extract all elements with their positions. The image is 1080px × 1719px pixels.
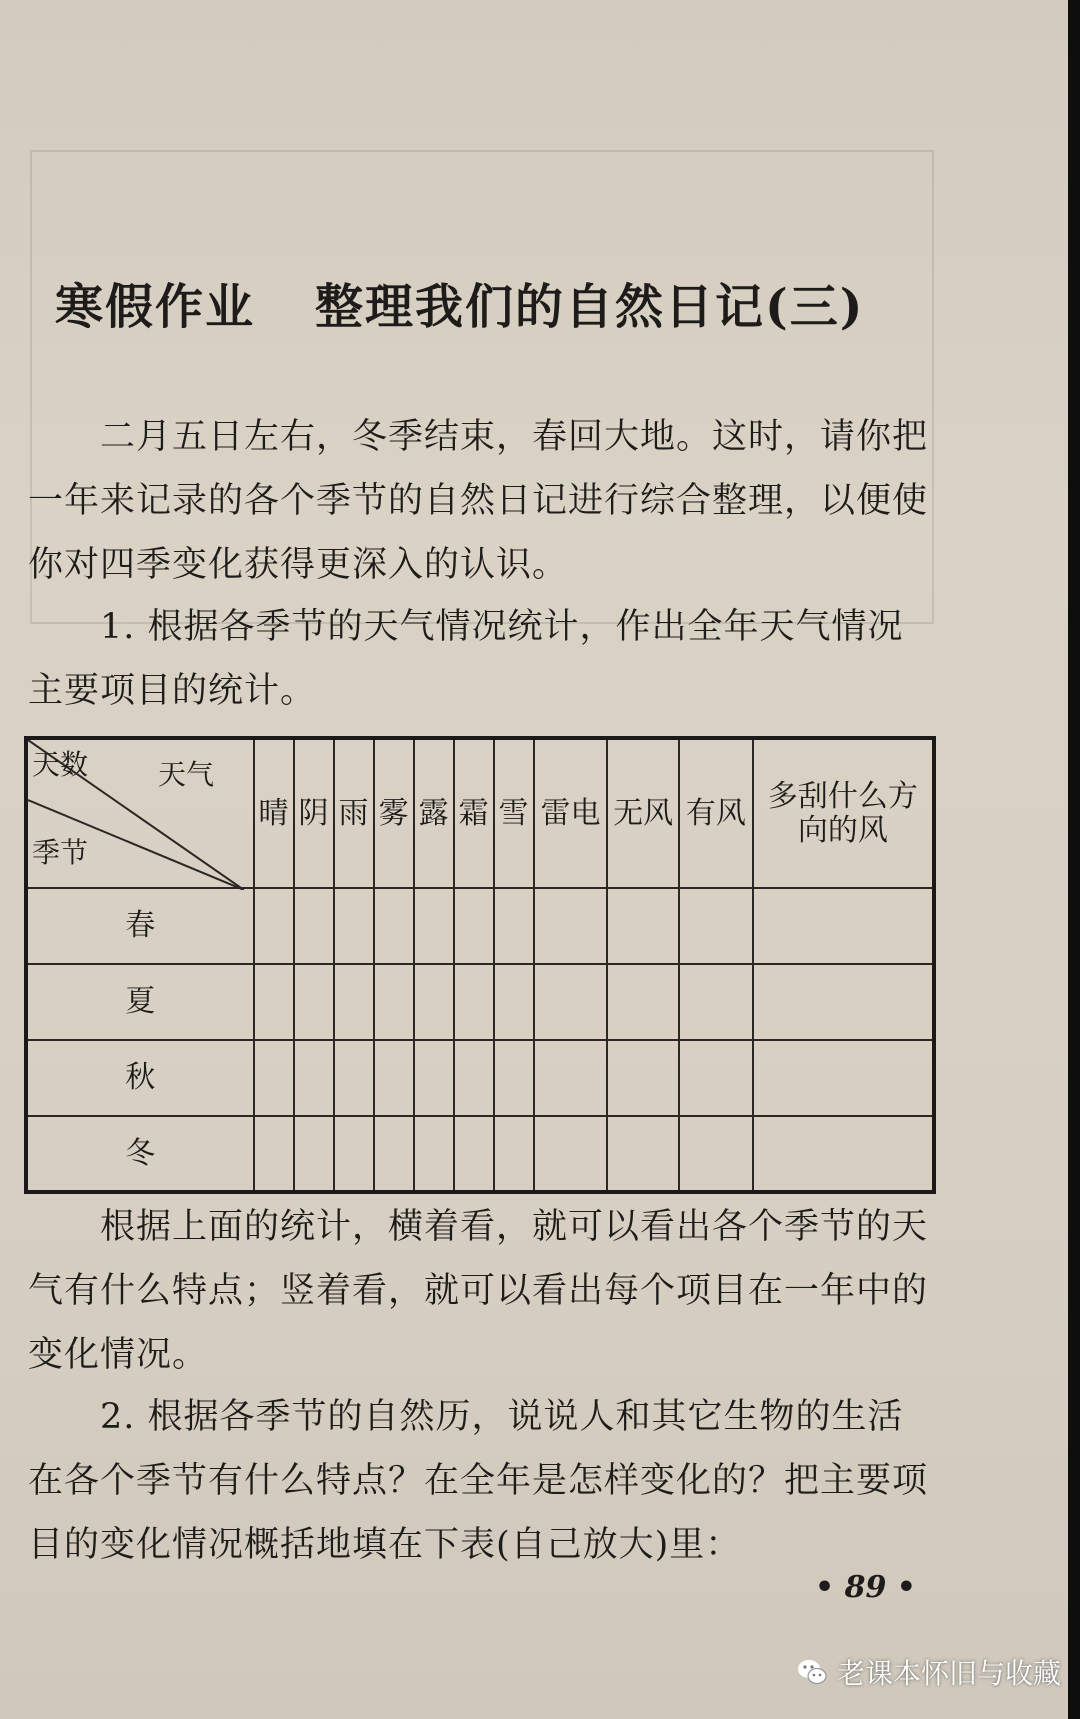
season-label: 秋 [26, 1040, 254, 1116]
col-header: 晴 [254, 738, 294, 888]
col-header-wind-direction: 多刮什么方向的风 [753, 738, 934, 888]
corner-weather-label: 天气 [158, 758, 215, 791]
col-header: 霜 [454, 738, 494, 888]
season-label: 冬 [26, 1116, 254, 1192]
page-edge-shadow [1068, 0, 1080, 1719]
col-header: 有风 [679, 738, 753, 888]
page-title [55, 268, 864, 337]
table-row [26, 888, 934, 964]
corner-season-label: 季节 [32, 836, 89, 869]
col-header: 无风 [607, 738, 679, 888]
watermark [795, 1652, 1061, 1692]
col-header: 露 [414, 738, 454, 888]
table-corner-cell [26, 738, 254, 888]
wechat-icon [795, 1655, 829, 1689]
table-explanation-paragraph: 根据上面的统计，横着看，就可以看出各个季节的天气有什么特点；竖着看，就可以看出每个项目在一年中的变化情况。 [28, 1207, 929, 1375]
title-assignment: 寒假作业 [55, 279, 256, 335]
table-row [26, 1116, 934, 1192]
weather-stats-table [24, 736, 936, 1192]
title-topic: 整理我们的自然日记(三) [315, 279, 865, 335]
col-header: 雷电 [534, 738, 608, 888]
task-2-paragraph: 2. 根据各季节的自然历，说说人和其它生物的生活在各个季节有什么特点？在全年是怎样变化的？把主要项目的变化情况概括地填在下表(自己放大)里： [28, 1397, 929, 1565]
season-label: 夏 [26, 964, 254, 1040]
corner-days-label: 天数 [32, 748, 89, 781]
col-header: 雾 [374, 738, 414, 888]
col-header: 雪 [494, 738, 534, 888]
intro-paragraph: 二月五日左右，冬季结束，春回大地。这时，请你把一年来记录的各个季节的自然日记进行综合整理，以便使你对四季变化获得更深入的认识。 [28, 417, 929, 585]
watermark-text: 老课本怀旧与收藏 [837, 1657, 1062, 1690]
col-header: 阴 [294, 738, 334, 888]
page-number: • 89 • [815, 1570, 916, 1605]
col-header: 雨 [334, 738, 374, 888]
task-1-paragraph: 1. 根据各季节的天气情况统计，作出全年天气情况主要项目的统计。 [28, 607, 904, 711]
table-row [26, 964, 934, 1040]
season-label: 春 [26, 888, 254, 964]
table-row [26, 1040, 934, 1116]
